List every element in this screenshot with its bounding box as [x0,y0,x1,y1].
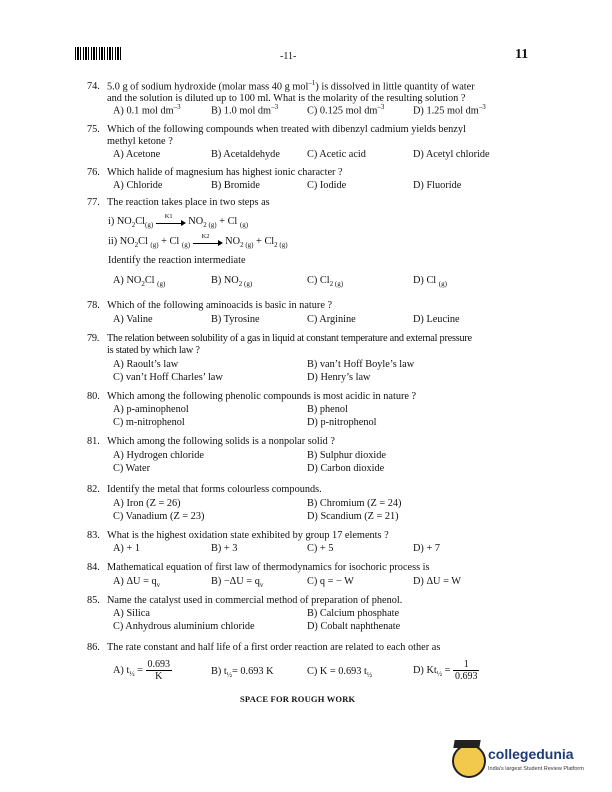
question-79: 79. The relation between solubility of a gas in liquid at constant temperature and external pressure is stated by which law ? [87,333,472,356]
reaction-prompt: Identify the reaction intermediate [108,255,246,266]
option-83-b: B) + 3 [211,543,238,554]
option-83-d: D) + 7 [413,543,440,554]
option-82-b: B) Chromium (Z = 24) [307,498,402,509]
option-79-c: C) van’t Hoff Charles’ law [113,372,223,383]
question-82: 82. Identify the metal that forms colourless compounds. [87,484,322,495]
arrow-icon: K2 [193,237,223,247]
option-84-c: C) q = − W [307,576,354,587]
arrow-icon: K1 [156,217,186,227]
option-80-b: B) phenol [307,404,348,415]
option-78-d: D) Leucine [413,314,460,325]
option-86-a: A) $t_{\frac{1}{2}}$ = $\frac{0.693}{K}$ [113,659,171,682]
option-74-a: A) 0.1 mol $dm^{-3}$ [113,103,181,117]
option-83-c: C) + 5 [307,543,334,554]
option-74-c: C) 0.125 mol $dm^{-3}$ [307,103,385,117]
option-78-c: C) Arginine [307,314,356,325]
option-76-a: A) Chloride [113,180,163,191]
option-76-d: D) Fluoride [413,180,462,191]
option-80-d: D) p-nitrophenol [307,417,377,428]
reaction-step-1: i) $NO_2Cl_{(g)}$ K1 $NO_{2 (g)} + Cl$ $_{(g)}$ [108,212,249,230]
option-78-a: A) Valine [113,314,153,325]
option-86-c: C) K = 0.693 $t_{\frac{1}{2}}$ [307,666,373,680]
option-81-b: B) Sulphur dioxide [307,450,386,461]
question-86: 86. The rate constant and half life of a first order reaction are related to each other as [87,642,441,653]
option-82-a: A) Iron (Z = 26) [113,498,181,509]
option-85-b: B) Calcium phosphate [307,608,400,619]
option-81-a: A) Hydrogen chloride [113,450,204,461]
option-82-d: D) Scandium (Z = 21) [307,511,399,522]
option-77-b: B) $NO_{2 (g)}$ [211,275,253,289]
option-81-c: C) Water [113,463,151,474]
option-85-c: C) Anhydrous aluminium chloride [113,621,255,632]
question-80: 80. Which among the following phenolic compounds is most acidic in nature ? [87,391,417,402]
option-80-a: A) p-aminophenol [113,404,189,415]
barcode [75,47,123,60]
question-83: 83. What is the highest oxidation state exhibited by group 17 elements ? [87,530,389,541]
option-75-c: C) Acetic acid [307,149,366,160]
option-84-d: D) ΔU = W [413,576,461,587]
option-80-c: C) m-nitrophenol [113,417,185,428]
option-76-c: C) Iodide [307,180,347,191]
collegedunia-logo: collegedunia India's largest Student Review Platform [452,744,602,784]
option-79-a: A) Raoult’s law [113,359,179,370]
rough-work-footer: SPACE FOR ROUGH WORK [240,694,356,704]
option-74-b: B) 1.0 mol $dm^{-3}$ [211,103,279,117]
page-number-right: 11 [515,47,529,62]
option-78-b: B) Tyrosine [211,314,260,325]
option-83-a: A) + 1 [113,543,140,554]
page-number-center: -11- [280,51,297,62]
question-76: 76. Which halide of magnesium has highest ionic character ? [87,167,343,178]
option-81-d: D) Carbon dioxide [307,463,385,474]
grad-cap-icon [453,740,480,748]
option-75-b: B) Acetaldehyde [211,149,280,160]
option-77-a: A) $NO_2Cl$ $_{(g)}$ [113,275,166,289]
option-75-d: D) Acetyl chloride [413,149,490,160]
option-86-d: D) $Kt_{\frac{1}{2}}$ = $\frac{1}{0.693}$ [413,659,478,682]
option-79-d: D) Henry’s law [307,372,371,383]
question-74: 74. 5.0 g of sodium hydroxide (molar mass 40 g mol$^{-1}$) is dissolved in little quantity of water and the solution is diluted up to 100 ml. What is the molarity of the resulting solution ? [87,79,475,105]
option-85-a: A) Silica [113,608,150,619]
mascot-icon [452,744,486,778]
question-81: 81. Which among the following solids is a nonpolar solid ? [87,436,335,447]
question-85: 85. Name the catalyst used in commercial method of preparation of phenol. [87,595,403,606]
option-77-d: D) Cl $_{(g)}$ [413,275,447,289]
option-74-d: D) 1.25 mol $dm^{-3}$ [413,103,486,117]
question-84: 84. Mathematical equation of first law of thermodynamics for isochoric process is [87,562,430,573]
option-75-a: A) Acetone [113,149,161,160]
option-82-c: C) Vanadium (Z = 23) [113,511,205,522]
question-77: 77. The reaction takes place in two steps as [87,197,270,208]
option-84-a: A) $\Delta U = q_v$ [113,576,161,590]
reaction-step-2: ii) $NO_2Cl$ $_{(g)}$ + Cl $_{(g)}$ K2 $NO_{2 (g)} + Cl_{2 (g)}$ [108,232,288,250]
option-79-b: B) van’t Hoff Boyle’s law [307,359,415,370]
question-75: 75. Which of the following compounds when treated with dibenzyl cadmium yields benzyl methyl ketone ? [87,124,466,147]
option-76-b: B) Bromide [211,180,260,191]
option-86-b: B) $t_{\frac{1}{2}}= 0.693$ K [211,666,274,680]
option-84-b: $B) -\Delta U = q_v$ [211,576,264,590]
option-85-d: D) Cobalt naphthenate [307,621,401,632]
option-77-c: C) $Cl_{2 (g)}$ [307,275,344,289]
question-78: 78. Which of the following aminoacids is basic in nature ? [87,300,333,311]
